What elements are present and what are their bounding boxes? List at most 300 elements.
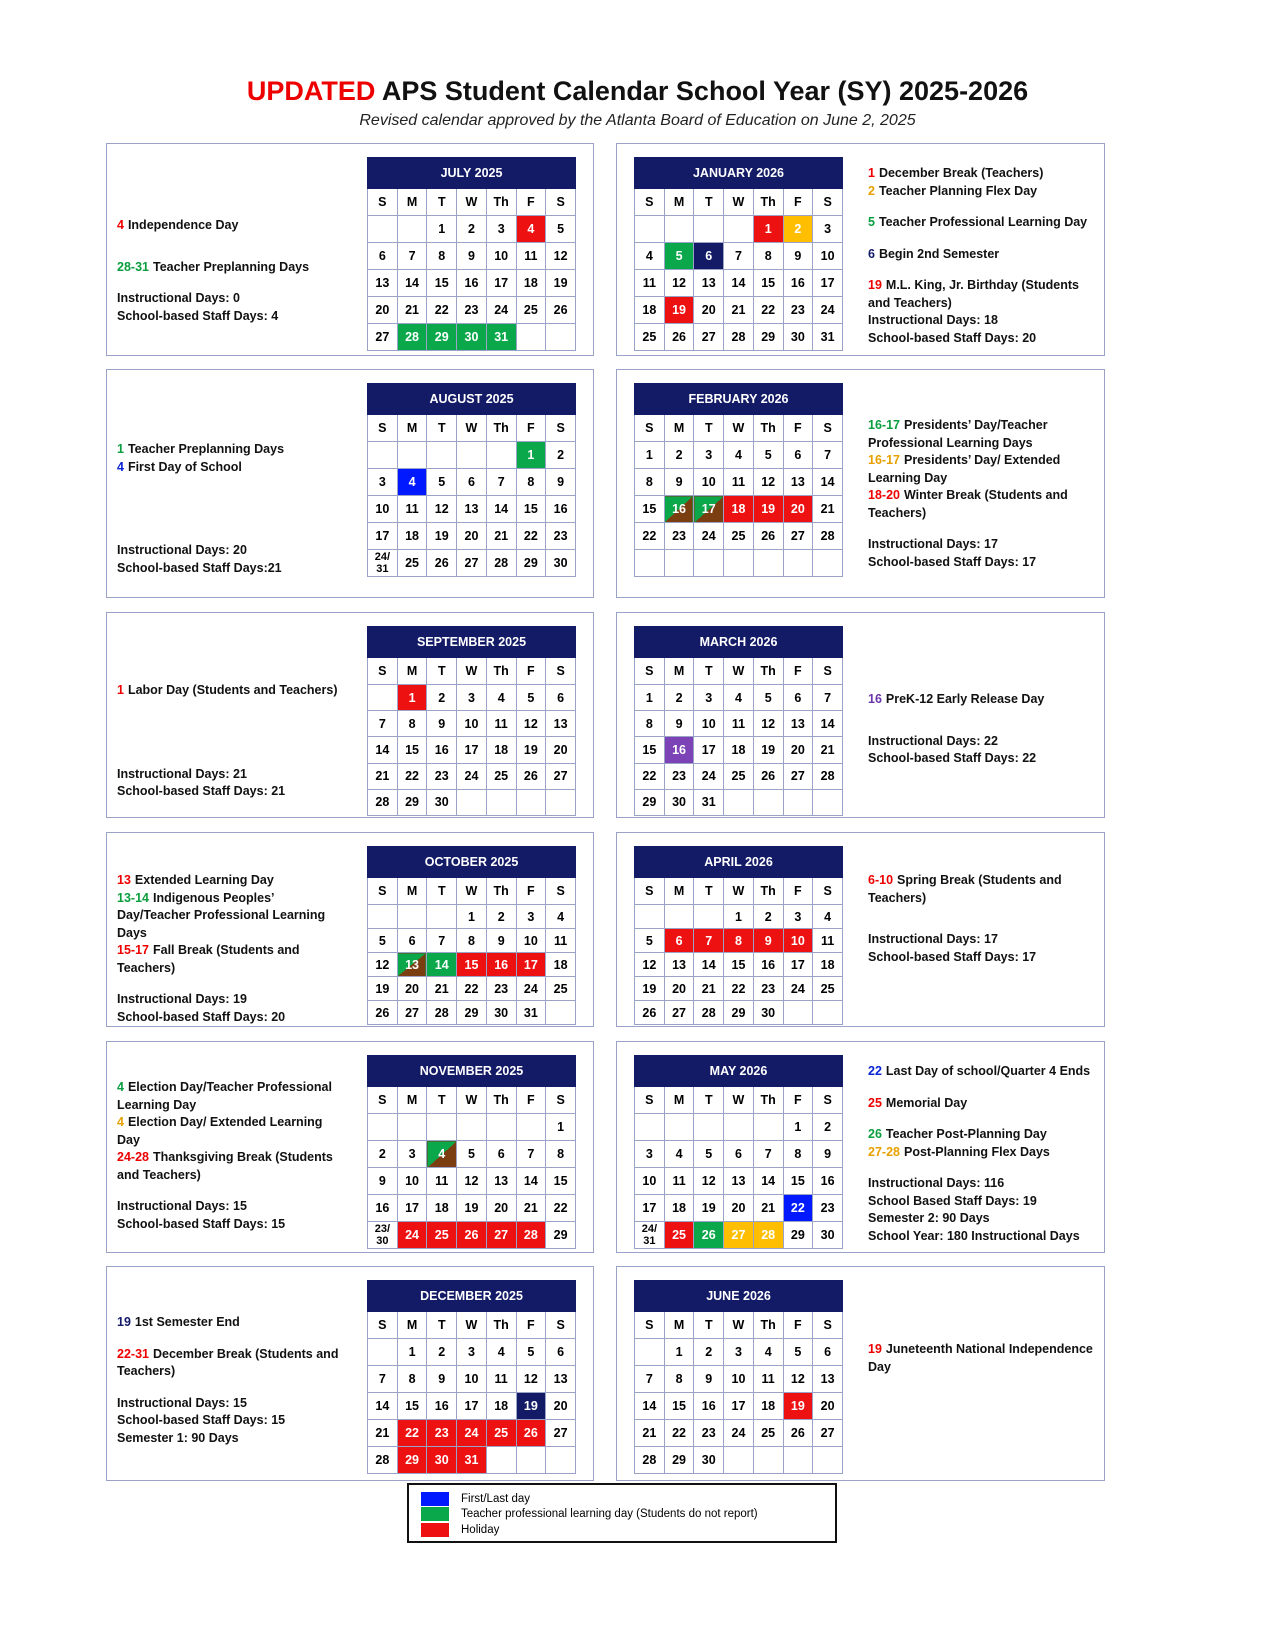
day-cell: 9 — [664, 469, 694, 496]
day-cell: 29 — [546, 1222, 576, 1249]
note-text: M.L. King, Jr. Birthday (Students and Teachers) — [868, 278, 1079, 310]
day-cell: 13 — [397, 953, 427, 977]
day-cell: 23 — [783, 297, 813, 324]
day-cell: 18 — [516, 270, 546, 297]
day-cell: 9 — [457, 243, 487, 270]
day-cell: 23 — [694, 1420, 724, 1447]
day-cell: 3 — [783, 905, 813, 929]
day-cell: 17 — [724, 1393, 754, 1420]
day-cell: 20 — [664, 977, 694, 1001]
day-cell: 14 — [813, 469, 843, 496]
weekday-header: S — [813, 658, 843, 685]
day-cell: 28 — [813, 523, 843, 550]
day-cell: 8 — [397, 711, 427, 737]
day-cell: 3 — [724, 1339, 754, 1366]
day-cell: 22 — [724, 977, 754, 1001]
note-line — [117, 1314, 342, 1332]
day-cell: 11 — [724, 469, 754, 496]
weekday-header: M — [397, 1087, 427, 1114]
day-cell: 20 — [546, 737, 576, 763]
note-text: Presidents’ Day/Teacher Professional Learning Days — [868, 418, 1048, 450]
month-notes — [868, 165, 1096, 347]
day-cell: 11 — [397, 496, 427, 523]
note-date: 5 — [868, 215, 875, 229]
weekday-header: T — [694, 1312, 724, 1339]
day-cell: 14 — [724, 270, 754, 297]
note-text: Instructional Days: 21 — [117, 766, 247, 781]
day-cell: 8 — [635, 469, 665, 496]
weekday-header: S — [813, 878, 843, 905]
note-line — [117, 1079, 342, 1114]
day-cell: 23 — [664, 763, 694, 789]
day-cell: 5 — [368, 929, 398, 953]
day-cell: 5 — [635, 929, 665, 953]
weekday-header: M — [664, 1087, 694, 1114]
note-date: 28-31 — [117, 259, 149, 274]
day-cell — [486, 442, 516, 469]
day-cell: 18 — [664, 1195, 694, 1222]
day-cell: 17 — [516, 953, 546, 977]
day-cell — [368, 442, 398, 469]
day-cell — [753, 1447, 783, 1474]
day-cell: 19 — [516, 737, 546, 763]
legend-label: Holiday — [461, 1524, 500, 1536]
note-text: School-based Staff Days: 17 — [868, 949, 1037, 964]
day-cell: 10 — [486, 243, 516, 270]
note-line — [117, 308, 342, 326]
day-cell: 2 — [783, 216, 813, 243]
day-cell: 14 — [516, 1168, 546, 1195]
day-cell: 5 — [694, 1141, 724, 1168]
note-date: 19 — [117, 1315, 131, 1329]
day-cell — [516, 1114, 546, 1141]
day-cell: 12 — [753, 711, 783, 737]
day-cell: 28 — [813, 763, 843, 789]
day-cell: 4 — [546, 905, 576, 929]
note-line — [868, 277, 1096, 312]
day-cell: 21 — [516, 1195, 546, 1222]
note-line — [868, 949, 1096, 967]
day-cell: 9 — [427, 711, 457, 737]
note-line — [868, 536, 1096, 554]
day-cell: 4 — [753, 1339, 783, 1366]
weekday-header: W — [457, 1087, 487, 1114]
day-cell — [813, 1001, 843, 1025]
note-line — [868, 1095, 1096, 1113]
day-cell: 30 — [427, 789, 457, 815]
day-cell: 2 — [664, 685, 694, 711]
day-cell — [783, 1001, 813, 1025]
day-cell: 2 — [813, 1114, 843, 1141]
month-calendar — [634, 383, 843, 577]
day-cell: 21 — [486, 523, 516, 550]
day-cell: 24 — [694, 523, 724, 550]
day-cell: 30 — [753, 1001, 783, 1025]
day-cell: 27 — [486, 1222, 516, 1249]
note-text: School-based Staff Days: 20 — [117, 1009, 286, 1024]
day-cell — [368, 216, 398, 243]
day-cell: 12 — [753, 469, 783, 496]
day-cell: 27 — [546, 1420, 576, 1447]
day-cell: 13 — [664, 953, 694, 977]
day-cell: 10 — [457, 711, 487, 737]
note-date: 4 — [117, 218, 124, 232]
note-date: 4 — [117, 459, 124, 474]
note-line — [868, 1228, 1096, 1246]
weekday-header: W — [724, 1087, 754, 1114]
day-cell: 25 — [546, 977, 576, 1001]
weekday-header: S — [813, 189, 843, 216]
month-title: OCTOBER 2025 — [368, 847, 576, 878]
day-cell: 30 — [664, 789, 694, 815]
weekday-header: M — [664, 658, 694, 685]
day-cell — [813, 789, 843, 815]
day-cell: 13 — [368, 270, 398, 297]
weekday-header: T — [694, 415, 724, 442]
day-cell: 25 — [397, 550, 427, 577]
day-cell: 6 — [783, 685, 813, 711]
day-cell: 15 — [457, 953, 487, 977]
day-cell: 2 — [368, 1141, 398, 1168]
day-cell: 14 — [635, 1393, 665, 1420]
note-date: 6 — [868, 246, 875, 261]
weekday-header: T — [427, 1312, 457, 1339]
weekday-header: M — [664, 878, 694, 905]
note-text: Instructional Days: 0 — [117, 291, 240, 305]
day-cell: 9 — [486, 929, 516, 953]
day-cell: 1 — [664, 1339, 694, 1366]
month-notes — [868, 1063, 1096, 1245]
day-cell: 28 — [753, 1222, 783, 1249]
weekday-header: Th — [753, 658, 783, 685]
note-line — [868, 330, 1096, 348]
note-date: 18-20 — [868, 488, 900, 502]
day-cell — [694, 1114, 724, 1141]
note-date: 2 — [868, 183, 875, 198]
month-notes — [117, 1314, 342, 1447]
day-cell: 24 — [694, 763, 724, 789]
day-cell: 3 — [457, 685, 487, 711]
day-cell — [635, 1339, 665, 1366]
note-text: Independence Day — [127, 218, 239, 232]
note-date: 4 — [117, 1080, 124, 1094]
day-cell: 2 — [457, 216, 487, 243]
month-title: AUGUST 2025 — [368, 384, 576, 415]
day-cell: 17 — [457, 737, 487, 763]
day-cell: 3 — [813, 216, 843, 243]
month-title: FEBRUARY 2026 — [635, 384, 843, 415]
weekday-header: W — [457, 1312, 487, 1339]
note-date: 19 — [868, 278, 882, 292]
day-cell — [457, 1114, 487, 1141]
day-cell: 12 — [546, 243, 576, 270]
weekday-header: S — [635, 658, 665, 685]
day-cell: 11 — [427, 1168, 457, 1195]
day-cell: 23 — [427, 1420, 457, 1447]
note-text: Memorial Day — [885, 1095, 968, 1110]
day-cell: 7 — [516, 1141, 546, 1168]
day-cell: 23 — [546, 523, 576, 550]
day-cell — [694, 216, 724, 243]
day-cell: 26 — [457, 1222, 487, 1249]
day-cell: 28 — [368, 789, 398, 815]
day-cell: 11 — [635, 270, 665, 297]
day-cell: 7 — [813, 685, 843, 711]
day-cell: 28 — [635, 1447, 665, 1474]
note-line — [868, 1126, 1096, 1144]
weekday-header: F — [516, 189, 546, 216]
day-cell: 1 — [783, 1114, 813, 1141]
note-line — [868, 1193, 1096, 1211]
weekday-header: F — [516, 1087, 546, 1114]
note-line — [117, 1430, 342, 1448]
day-cell — [368, 685, 398, 711]
day-cell — [546, 789, 576, 815]
day-cell — [694, 905, 724, 929]
note-text: School Based Staff Days: 19 — [868, 1193, 1037, 1208]
day-cell: 15 — [753, 270, 783, 297]
day-cell — [724, 1114, 754, 1141]
day-cell: 24 — [486, 297, 516, 324]
month-title: JULY 2025 — [368, 158, 576, 189]
day-cell: 12 — [783, 1366, 813, 1393]
day-cell: 21 — [397, 297, 427, 324]
note-text: Election Day/ Extended Learning Day — [117, 1115, 323, 1147]
day-cell: 20 — [783, 737, 813, 763]
day-cell: 16 — [427, 1393, 457, 1420]
day-cell: 13 — [694, 270, 724, 297]
month-calendar — [634, 846, 843, 1025]
day-cell: 15 — [397, 737, 427, 763]
day-cell: 11 — [664, 1168, 694, 1195]
note-date: 1 — [117, 683, 124, 697]
month-title: JUNE 2026 — [635, 1281, 843, 1312]
weekday-header: W — [457, 878, 487, 905]
day-cell: 16 — [546, 496, 576, 523]
day-cell — [427, 1114, 457, 1141]
day-cell: 1 — [724, 905, 754, 929]
day-cell: 16 — [664, 496, 694, 523]
day-cell — [753, 789, 783, 815]
day-cell: 21 — [635, 1420, 665, 1447]
day-cell: 15 — [546, 1168, 576, 1195]
legend — [407, 1483, 837, 1543]
day-cell: 4 — [486, 685, 516, 711]
note-date: 27-28 — [868, 1144, 900, 1159]
day-cell: 5 — [427, 469, 457, 496]
day-cell: 24 — [516, 977, 546, 1001]
day-cell — [486, 1447, 516, 1474]
note-text: Instructional Days: 15 — [117, 1199, 247, 1213]
day-cell — [664, 905, 694, 929]
day-cell: 7 — [486, 469, 516, 496]
day-cell: 11 — [486, 711, 516, 737]
day-cell: 21 — [694, 977, 724, 1001]
day-cell: 22 — [753, 297, 783, 324]
weekday-header: W — [724, 415, 754, 442]
note-line — [868, 246, 1096, 264]
weekday-header: F — [783, 1312, 813, 1339]
note-text: First Day of School — [127, 459, 242, 474]
day-cell: 15 — [724, 953, 754, 977]
note-text: Juneteenth National Independence Day — [868, 1342, 1093, 1374]
note-text: School-based Staff Days: 21 — [117, 784, 286, 798]
day-cell: 25 — [427, 1222, 457, 1249]
day-cell: 8 — [427, 243, 457, 270]
note-text: Teacher Professional Learning Day — [878, 215, 1088, 229]
day-cell — [783, 550, 813, 577]
day-cell: 5 — [546, 216, 576, 243]
note-line — [117, 1114, 342, 1149]
note-text: Teacher Preplanning Days — [152, 259, 310, 274]
day-cell: 1 — [427, 216, 457, 243]
note-line — [868, 452, 1096, 487]
day-cell: 18 — [724, 737, 754, 763]
day-cell: 25 — [664, 1222, 694, 1249]
day-cell: 22 — [457, 977, 487, 1001]
day-cell: 24 — [813, 297, 843, 324]
day-cell: 30 — [783, 324, 813, 351]
day-cell: 2 — [694, 1339, 724, 1366]
day-cell: 8 — [664, 1366, 694, 1393]
day-cell: 7 — [724, 243, 754, 270]
day-cell: 9 — [753, 929, 783, 953]
weekday-header: Th — [753, 1087, 783, 1114]
weekday-header: F — [516, 878, 546, 905]
weekday-header: Th — [486, 189, 516, 216]
day-cell: 11 — [753, 1366, 783, 1393]
weekday-header: M — [397, 415, 427, 442]
day-cell — [724, 1447, 754, 1474]
month-notes — [117, 682, 342, 801]
day-cell: 5 — [457, 1141, 487, 1168]
day-cell: 28 — [368, 1447, 398, 1474]
day-cell: 27 — [694, 324, 724, 351]
note-line — [117, 872, 342, 890]
note-date: 13-14 — [117, 890, 149, 905]
legend-swatch — [421, 1507, 449, 1521]
day-cell: 14 — [368, 1393, 398, 1420]
day-cell: 3 — [635, 1141, 665, 1168]
legend-item — [421, 1522, 499, 1538]
day-cell: 7 — [368, 711, 398, 737]
note-date: 22-31 — [117, 1346, 149, 1361]
note-date: 19 — [868, 1342, 882, 1356]
day-cell: 24/ 31 — [635, 1222, 665, 1249]
weekday-header: F — [516, 415, 546, 442]
day-cell: 7 — [368, 1366, 398, 1393]
note-text: School-based Staff Days: 20 — [868, 330, 1037, 345]
note-line — [117, 682, 342, 700]
day-cell: 26 — [753, 763, 783, 789]
day-cell: 19 — [783, 1393, 813, 1420]
day-cell: 9 — [664, 711, 694, 737]
day-cell: 25 — [753, 1420, 783, 1447]
day-cell: 6 — [813, 1339, 843, 1366]
day-cell: 7 — [753, 1141, 783, 1168]
day-cell: 22 — [397, 763, 427, 789]
day-cell: 3 — [397, 1141, 427, 1168]
day-cell: 12 — [516, 711, 546, 737]
day-cell: 23 — [813, 1195, 843, 1222]
day-cell: 26 — [368, 1001, 398, 1025]
note-date: 16-17 — [868, 418, 900, 432]
weekday-header: M — [664, 415, 694, 442]
day-cell: 30 — [427, 1447, 457, 1474]
note-line — [117, 1149, 342, 1184]
day-cell: 12 — [694, 1168, 724, 1195]
day-cell — [783, 1447, 813, 1474]
day-cell: 29 — [397, 789, 427, 815]
day-cell — [546, 324, 576, 351]
day-cell: 30 — [813, 1222, 843, 1249]
month-notes — [868, 691, 1096, 768]
day-cell: 19 — [516, 1393, 546, 1420]
weekday-header: Th — [486, 878, 516, 905]
weekday-header: S — [813, 415, 843, 442]
day-cell: 4 — [427, 1141, 457, 1168]
weekday-header: Th — [486, 415, 516, 442]
day-cell: 28 — [486, 550, 516, 577]
day-cell: 9 — [783, 243, 813, 270]
day-cell: 6 — [694, 243, 724, 270]
day-cell: 3 — [486, 216, 516, 243]
day-cell: 17 — [694, 737, 724, 763]
day-cell: 3 — [457, 1339, 487, 1366]
note-line — [868, 1210, 1096, 1228]
day-cell — [664, 1114, 694, 1141]
legend-swatch — [421, 1492, 449, 1506]
day-cell: 6 — [724, 1141, 754, 1168]
weekday-header: S — [368, 658, 398, 685]
day-cell: 17 — [635, 1195, 665, 1222]
weekday-header: Th — [753, 878, 783, 905]
day-cell: 26 — [664, 324, 694, 351]
weekday-header: T — [427, 658, 457, 685]
day-cell: 18 — [635, 297, 665, 324]
day-cell — [457, 442, 487, 469]
day-cell: 29 — [753, 324, 783, 351]
day-cell — [724, 216, 754, 243]
day-cell: 14 — [694, 953, 724, 977]
day-cell: 25 — [724, 523, 754, 550]
day-cell — [368, 905, 398, 929]
day-cell: 5 — [516, 1339, 546, 1366]
day-cell: 27 — [783, 763, 813, 789]
day-cell: 29 — [516, 550, 546, 577]
legend-item — [421, 1491, 530, 1507]
day-cell: 21 — [753, 1195, 783, 1222]
month-calendar — [634, 1055, 843, 1249]
weekday-header: S — [368, 878, 398, 905]
day-cell: 20 — [486, 1195, 516, 1222]
day-cell: 29 — [664, 1447, 694, 1474]
note-text: December Break (Teachers) — [878, 166, 1044, 180]
day-cell: 12 — [427, 496, 457, 523]
day-cell: 5 — [516, 685, 546, 711]
day-cell: 5 — [753, 442, 783, 469]
weekday-header: W — [724, 658, 754, 685]
day-cell: 10 — [724, 1366, 754, 1393]
day-cell: 21 — [427, 977, 457, 1001]
weekday-header: Th — [486, 658, 516, 685]
day-cell: 5 — [783, 1339, 813, 1366]
day-cell — [397, 905, 427, 929]
day-cell: 1 — [635, 442, 665, 469]
note-text: Teacher Planning Flex Day — [878, 183, 1038, 198]
day-cell: 11 — [813, 929, 843, 953]
note-line — [868, 1144, 1096, 1162]
